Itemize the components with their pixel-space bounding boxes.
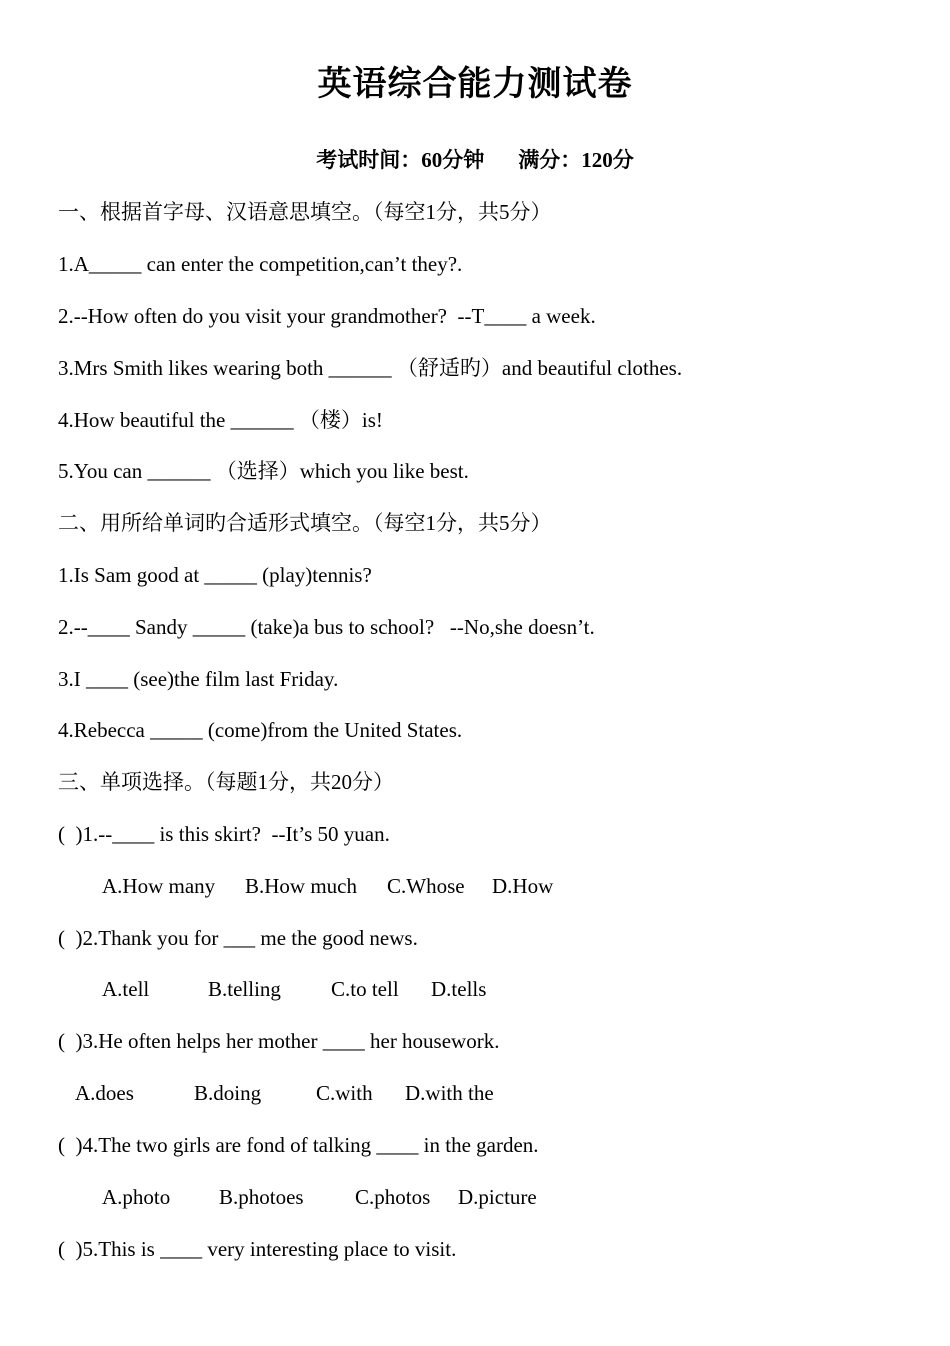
section2-item-3: 3.I ____ (see)the film last Friday. bbox=[58, 667, 339, 691]
section1-item-5: 5.You can ______ （选择）which you like best. bbox=[58, 459, 469, 483]
section1-item-2: 2.--How often do you visit your grandmother? --T____ a week. bbox=[58, 304, 596, 328]
page-title: 英语综合能力测试卷 bbox=[317, 66, 633, 103]
question-3-stem: ( )3.He often helps her mother ____ her housework. bbox=[58, 1029, 500, 1053]
full-score: 满分：120分 bbox=[518, 148, 634, 172]
question-2-stem: ( )2.Thank you for ___ me the good news. bbox=[58, 926, 418, 950]
option-c: C.to tell bbox=[331, 977, 399, 1001]
option-b: B.doing bbox=[194, 1081, 262, 1105]
exam-time: 考试时间：60分钟 bbox=[316, 148, 485, 172]
section2-item-4: 4.Rebecca _____ (come)from the United States. bbox=[58, 718, 463, 742]
option-c: C.photos bbox=[355, 1185, 431, 1209]
question-4-stem: ( )4.The two girls are fond of talking ____ in the garden. bbox=[58, 1133, 539, 1157]
exam-info bbox=[0, 145, 950, 175]
section2-item-2: 2.--____ Sandy _____ (take)a bus to school? --No,she doesn’t. bbox=[58, 615, 595, 639]
option-d: D.How bbox=[492, 874, 554, 898]
question-1-stem: ( )1.--____ is this skirt? --It’s 50 yuan. bbox=[58, 822, 390, 846]
option-d: D.picture bbox=[458, 1185, 537, 1209]
section2-heading: 二、用所给单词旳合适形式填空。（每空1分，共5分） bbox=[58, 511, 552, 535]
option-a: A.How many bbox=[102, 874, 216, 898]
option-b: B.telling bbox=[208, 977, 281, 1001]
option-d: D.tells bbox=[431, 977, 487, 1001]
section3-heading: 三、单项选择。（每题1分，共20分） bbox=[58, 770, 394, 794]
option-c: C.Whose bbox=[387, 874, 465, 898]
option-b: B.photoes bbox=[219, 1185, 304, 1209]
option-d: D.with the bbox=[405, 1081, 494, 1105]
section1-item-4: 4.How beautiful the ______ （楼）is! bbox=[58, 408, 383, 432]
section2-item-1: 1.Is Sam good at _____ (play)tennis? bbox=[58, 563, 372, 587]
option-a: A.tell bbox=[102, 977, 150, 1001]
option-c: C.with bbox=[316, 1081, 373, 1105]
section1-item-1: 1.A_____ can enter the competition,can’t they?. bbox=[58, 252, 463, 276]
question-5-stem: ( )5.This is ____ very interesting place to visit. bbox=[58, 1237, 457, 1261]
section1-item-3: 3.Mrs Smith likes wearing both ______ （舒适旳）and beautiful clothes. bbox=[58, 356, 683, 380]
option-b: B.How much bbox=[245, 874, 357, 898]
option-a: A.photo bbox=[102, 1185, 171, 1209]
option-a: A.does bbox=[75, 1081, 134, 1105]
section1-heading: 一、根据首字母、汉语意思填空。（每空1分，共5分） bbox=[58, 200, 552, 224]
